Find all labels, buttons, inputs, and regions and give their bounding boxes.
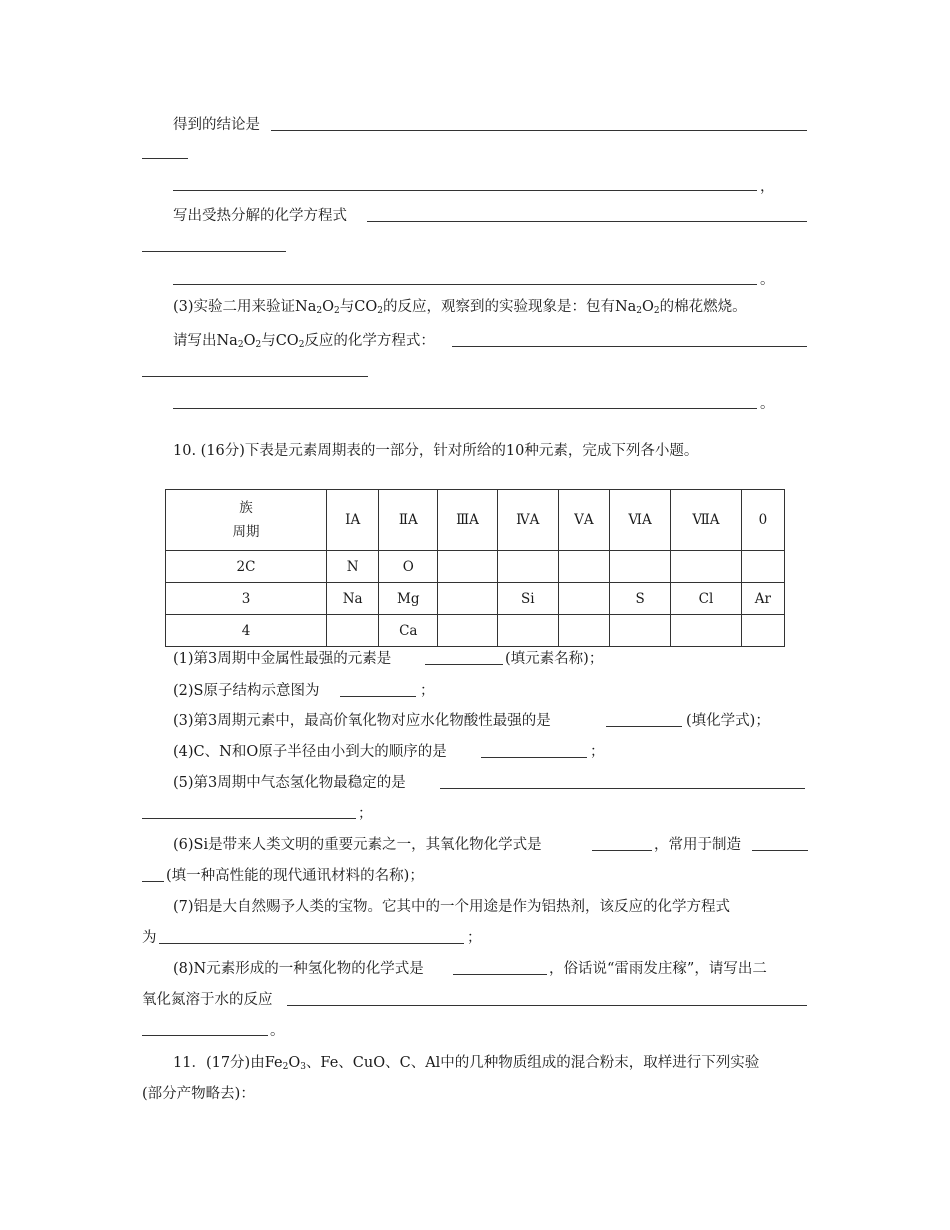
punctuation: 。 [270, 1023, 285, 1039]
element-cell: Mg [379, 583, 438, 615]
element-cell [558, 551, 609, 583]
table-row [166, 615, 785, 647]
answer-blank[interactable] [606, 726, 682, 727]
table-header-row [166, 490, 785, 551]
group-header: ⅢA [438, 490, 498, 551]
question-10-intro: 10. (16分)下表是元素周期表的一部分，针对所给的10种元素，完成下列各小题。 [173, 443, 699, 459]
answer-blank[interactable] [142, 376, 368, 377]
answer-blank[interactable] [592, 850, 652, 851]
element-cell [610, 615, 671, 647]
question-11-line-2: (部分产物略去)： [142, 1086, 255, 1102]
element-cell [497, 615, 558, 647]
answer-blank[interactable] [142, 1035, 268, 1036]
punctuation: ； [358, 806, 373, 822]
element-cell [327, 615, 379, 647]
answer-blank[interactable] [287, 1005, 807, 1006]
group-label: 族 [239, 500, 253, 516]
answer-blank[interactable] [142, 818, 356, 819]
sub-question-6-suffix: (填一种高性能的现代通讯材料的名称)； [166, 868, 424, 884]
element-cell [558, 583, 609, 615]
element-cell: Na [327, 583, 379, 615]
sub-question-4: (4)C、N和O原子半径由小到大的顺序的是 [173, 744, 447, 760]
answer-blank[interactable] [440, 788, 805, 789]
answer-blank[interactable] [453, 974, 547, 975]
group-header: ⅤA [558, 490, 609, 551]
punctuation: ； [590, 744, 605, 760]
table-corner-cell [166, 490, 327, 551]
answer-blank[interactable] [271, 130, 807, 131]
sub-question-1-suffix: (填元素名称)； [505, 651, 604, 667]
answer-blank[interactable] [452, 346, 807, 347]
sub-question-6: (6)Si是带来人类文明的重要元素之一，其氧化物化学式是 [173, 837, 542, 853]
element-cell [438, 615, 498, 647]
punctuation: 。 [760, 396, 775, 412]
element-cell [741, 551, 784, 583]
answer-blank[interactable] [173, 284, 757, 285]
element-cell [610, 551, 671, 583]
answer-blank[interactable] [142, 251, 286, 252]
table-row [166, 583, 785, 615]
element-cell [438, 583, 498, 615]
element-cell: O [379, 551, 438, 583]
sub-question-8: (8)N元素形成的一种氢化物的化学式是 [173, 961, 424, 977]
sub-question-7: (7)铝是大自然赐予人类的宝物。它其中的一个用途是作为铝热剂，该反应的化学方程式 [173, 899, 731, 915]
answer-blank[interactable] [752, 850, 808, 851]
element-cell [558, 615, 609, 647]
element-cell [671, 551, 742, 583]
answer-blank[interactable] [142, 158, 188, 159]
answer-blank[interactable] [425, 664, 503, 665]
element-cell: N [327, 551, 379, 583]
sub-question-5: (5)第3周期中气态氢化物最稳定的是 [173, 775, 406, 791]
sub-question-3-suffix: (填化学式)； [686, 713, 770, 729]
element-cell: Cl [671, 583, 742, 615]
answer-blank[interactable] [367, 221, 807, 222]
group-header: ⅡA [379, 490, 438, 551]
equation-label: 写出受热分解的化学方程式 [173, 208, 347, 224]
punctuation: ； [420, 683, 435, 699]
conclusion-label: 得到的结论是 [173, 117, 260, 133]
element-cell [497, 551, 558, 583]
answer-blank[interactable] [142, 881, 164, 882]
sub-question-3: (3)第3周期元素中，最高价氧化物对应水化物酸性最强的是 [173, 713, 551, 729]
punctuation: ； [467, 930, 482, 946]
answer-blank[interactable] [173, 190, 757, 191]
table-row [166, 551, 785, 583]
question-11-line-1: 11．(17分)由$Fe_2O_3$、Fe、CuO、C、Al中的几种物质组成的混合粉末，取样进行下列实验 [173, 1055, 760, 1072]
punctuation: ， [760, 179, 775, 195]
element-cell: Ar [741, 583, 784, 615]
sub-question-8-cont: 氧化氮溶于水的反应 [142, 992, 273, 1008]
answer-blank[interactable] [159, 943, 464, 944]
sub-question-6-mid: ，常用于制造 [654, 837, 741, 853]
group-header: ⅣA [497, 490, 558, 551]
period-label: 周期 [232, 524, 260, 540]
write-equation-prompt: 请写出$Na_2O_2$与$CO_2$反应的化学方程式： [173, 333, 435, 350]
sub-question-1: (1)第3周期中金属性最强的元素是 [173, 651, 392, 667]
answer-blank[interactable] [173, 408, 757, 409]
element-cell: Si [497, 583, 558, 615]
element-cell: Ca [379, 615, 438, 647]
element-cell [671, 615, 742, 647]
answer-blank[interactable] [340, 696, 416, 697]
group-header: 0 [741, 490, 784, 551]
periodic-table [165, 489, 785, 647]
element-cell [438, 551, 498, 583]
group-header: ⅥA [610, 490, 671, 551]
sub-question-8-mid: ，俗话说“雷雨发庄稼”，请写出二 [549, 961, 767, 977]
sub-question-7-prefix: 为 [142, 930, 157, 946]
punctuation: 。 [760, 272, 775, 288]
group-header: ⅠA [327, 490, 379, 551]
sub-question-2: (2)S原子结构示意图为 [173, 683, 320, 699]
element-cell: S [610, 583, 671, 615]
period-cell: 4 [166, 615, 327, 647]
period-cell: 3 [166, 583, 327, 615]
element-cell [741, 615, 784, 647]
group-header: ⅦA [671, 490, 742, 551]
question-9-part-3: (3)实验二用来验证$Na_2O_2$与$CO_2$的反应，观察到的实验现象是：包有$Na_2O_2$的棉花燃烧。 [173, 299, 747, 316]
answer-blank[interactable] [481, 757, 587, 758]
period-cell: 2C [166, 551, 327, 583]
